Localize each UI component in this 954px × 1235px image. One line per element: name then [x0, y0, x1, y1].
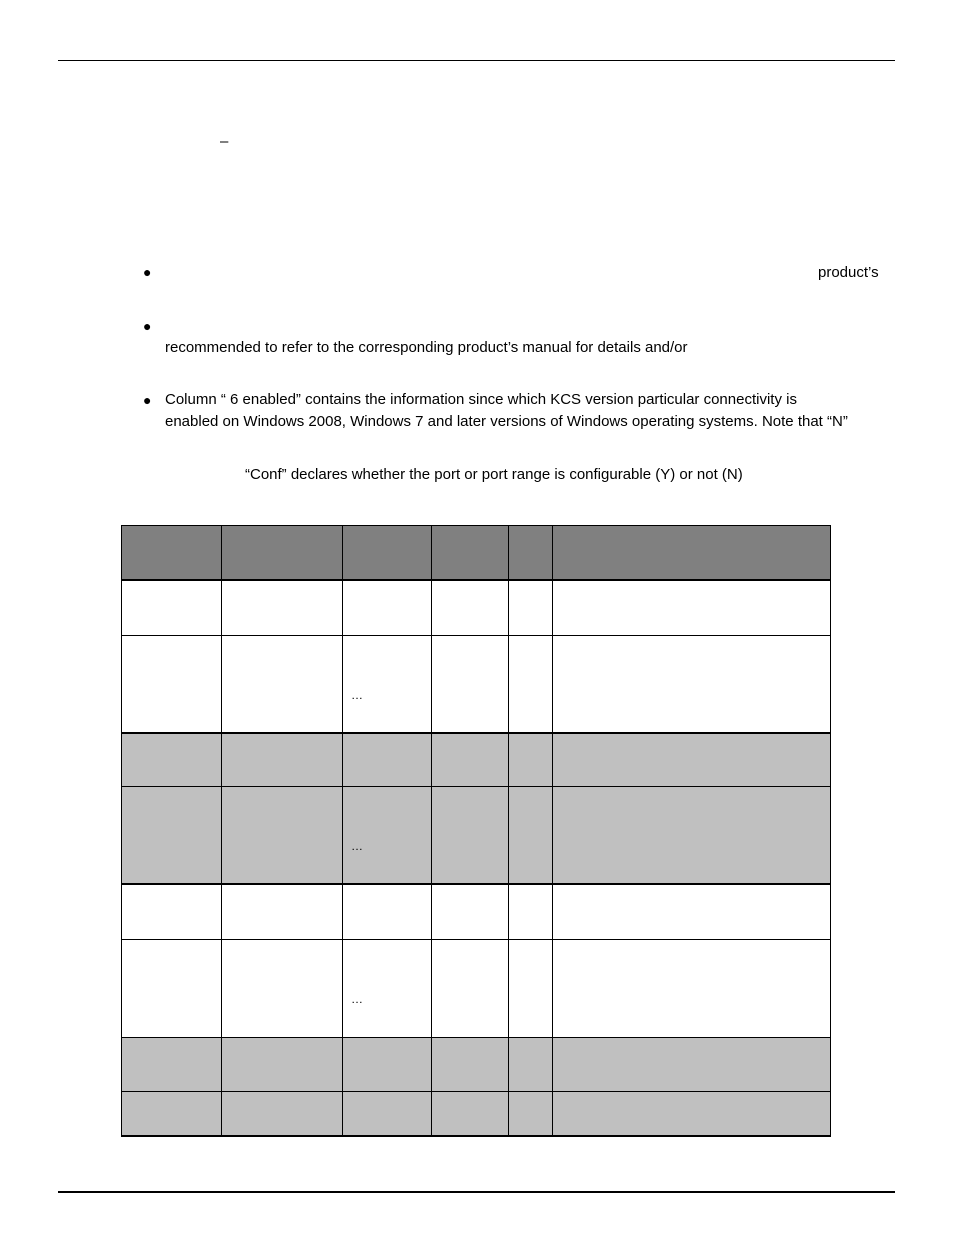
bullet-3-line-2: enabled on Windows 2008, Windows 7 and later versions of Windows operating systems. Note that “N”: [165, 413, 848, 430]
ellipsis-mark: …: [351, 838, 363, 853]
header-rule: [58, 60, 895, 61]
table-row: [122, 1091, 831, 1136]
bullet-1-text: product’s: [818, 264, 879, 281]
ellipsis-mark: …: [351, 992, 363, 1006]
header-cell: [553, 526, 831, 581]
table-row: [122, 635, 831, 733]
bullet-dot-icon: ●: [143, 392, 152, 408]
footer-rule: [58, 1191, 895, 1193]
table-row: [122, 733, 831, 786]
header-cell: [343, 526, 432, 581]
table-row: [122, 884, 831, 939]
header-cell: [122, 526, 222, 581]
header-cell: [222, 526, 343, 581]
bullet-3-line-1: Column “ 6 enabled” contains the information since which KCS version particular connectivity is: [165, 391, 797, 408]
ports-table: [121, 525, 831, 1137]
bullet-dot-icon: ●: [143, 318, 152, 334]
table-header-row: [122, 526, 831, 581]
ellipsis-mark: …: [351, 687, 363, 702]
conf-note: “Conf” declares whether the port or port range is configurable (Y) or not (N): [245, 466, 743, 483]
bullet-dot-icon: ●: [143, 264, 152, 280]
header-cell: [509, 526, 553, 581]
table-row: [122, 580, 831, 635]
dash-mark: –: [220, 133, 229, 150]
header-cell: [432, 526, 509, 581]
bullet-2-text: recommended to refer to the corresponding product’s manual for details and/or: [165, 339, 688, 356]
table-row: [122, 1037, 831, 1091]
table-row: [122, 786, 831, 884]
table-row: [122, 939, 831, 1037]
